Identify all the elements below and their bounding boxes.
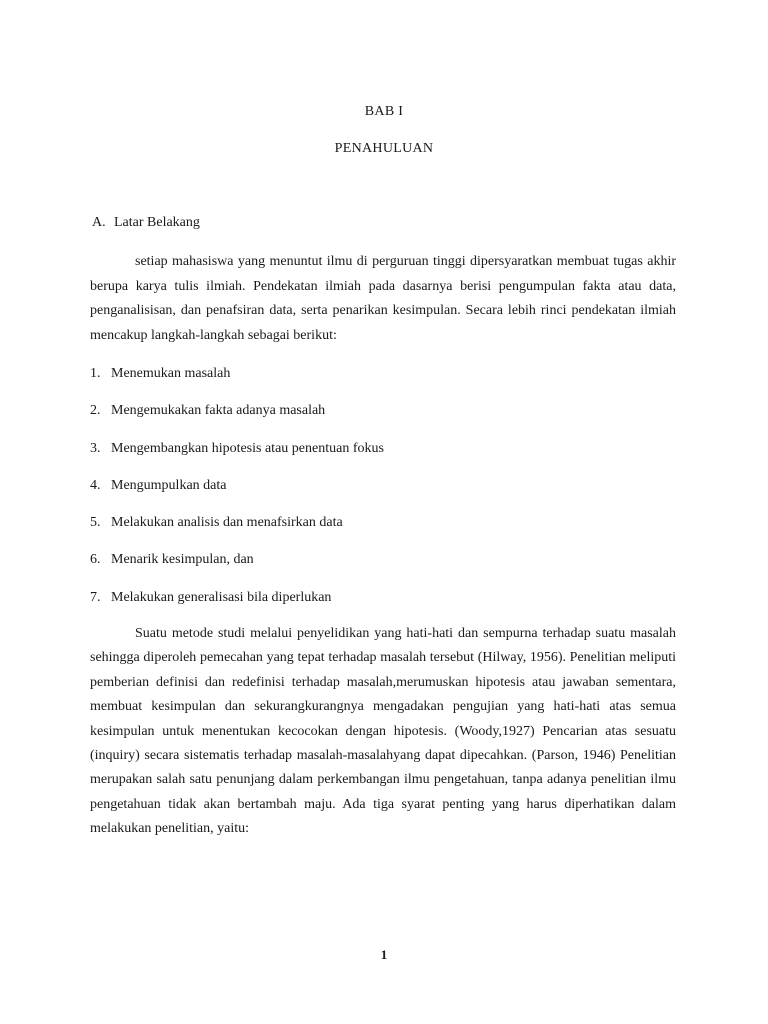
list-item [90,364,384,401]
chapter-title: PENAHULUAN [334,141,434,156]
list-item-text: Menarik kesimpulan, dan [111,552,254,568]
section-heading [92,215,200,231]
list-item-number: 7. [90,589,101,605]
list-item-text: Mengumpulkan data [111,477,227,493]
list-item-text: Melakukan generalisasi bila diperlukan [111,589,332,605]
list-item [90,513,384,550]
list-item-text: Menemukan masalah [111,366,231,381]
chapter-label: BAB I [364,104,404,119]
section-letter: A. [92,215,106,230]
list-item-text: Mengembangkan hipotesis atau penentuan fokus [111,440,384,456]
list-item [90,476,384,513]
list-item [90,550,384,587]
list-item-number: 6. [90,552,101,568]
section-title: Latar Belakang [114,215,200,230]
list-item-number: 2. [90,403,101,419]
body-paragraph: Suatu metode studi melalui penyelidikan yang hati-hati dan sempurna terhadap suatu masalah sehingga diperoleh pemecahan yang tepat terhadap masalah tersebut (Hilway, 1956). Penelitian meliputi pemberian definisi dan redefinisi terhadap masalah,merumuskan hipotesis atau jawaban sementara, membuat kesimpulan dan sekurangkurangnya mengadakan pengujian yang hati-hati atas semua kesimpulan untuk menentukan kecocokan dengan hipotesis. (Woody,1927) Pencarian atas sesuatu (inquiry) secara sistematis terhadap masalah-masalahyang dapat dipecahkan. (Parson, 1946) Penelitian merupakan salah satu penunjang dalam perkembangan ilmu pengetahuan, tanpa adanya penelitian ilmu pengetahuan tidak akan bertambah maju. Ada tiga syarat penting yang harus diperhatikan dalam melakukan penelitian, yaitu: [90,626,676,837]
list-item-text: Mengemukakan fakta adanya masalah [111,403,326,419]
list-item-number: 3. [90,440,101,456]
list-item [90,439,384,476]
steps-list [90,364,384,625]
page-number: 1 [380,947,388,962]
list-item [90,588,384,625]
intro-paragraph: setiap mahasiswa yang menuntut ilmu di perguruan tinggi dipersyaratkan membuat tugas akhir berupa karya tulis ilmiah. Pendekatan ilmiah pada dasarnya berisi pengumpulan fakta atau data, penganalisisan, dan penafsiran data, serta penarikan kesimpulan. Secara lebih rinci pendekatan ilmiah mencakup langkah-langkah sebagai berikut: [90,254,676,343]
list-item-number: 1. [90,366,101,381]
list-item-text: Melakukan analisis dan menafsirkan data [111,515,343,531]
list-item [90,401,384,438]
list-item-number: 4. [90,477,101,493]
list-item-number: 5. [90,515,101,531]
